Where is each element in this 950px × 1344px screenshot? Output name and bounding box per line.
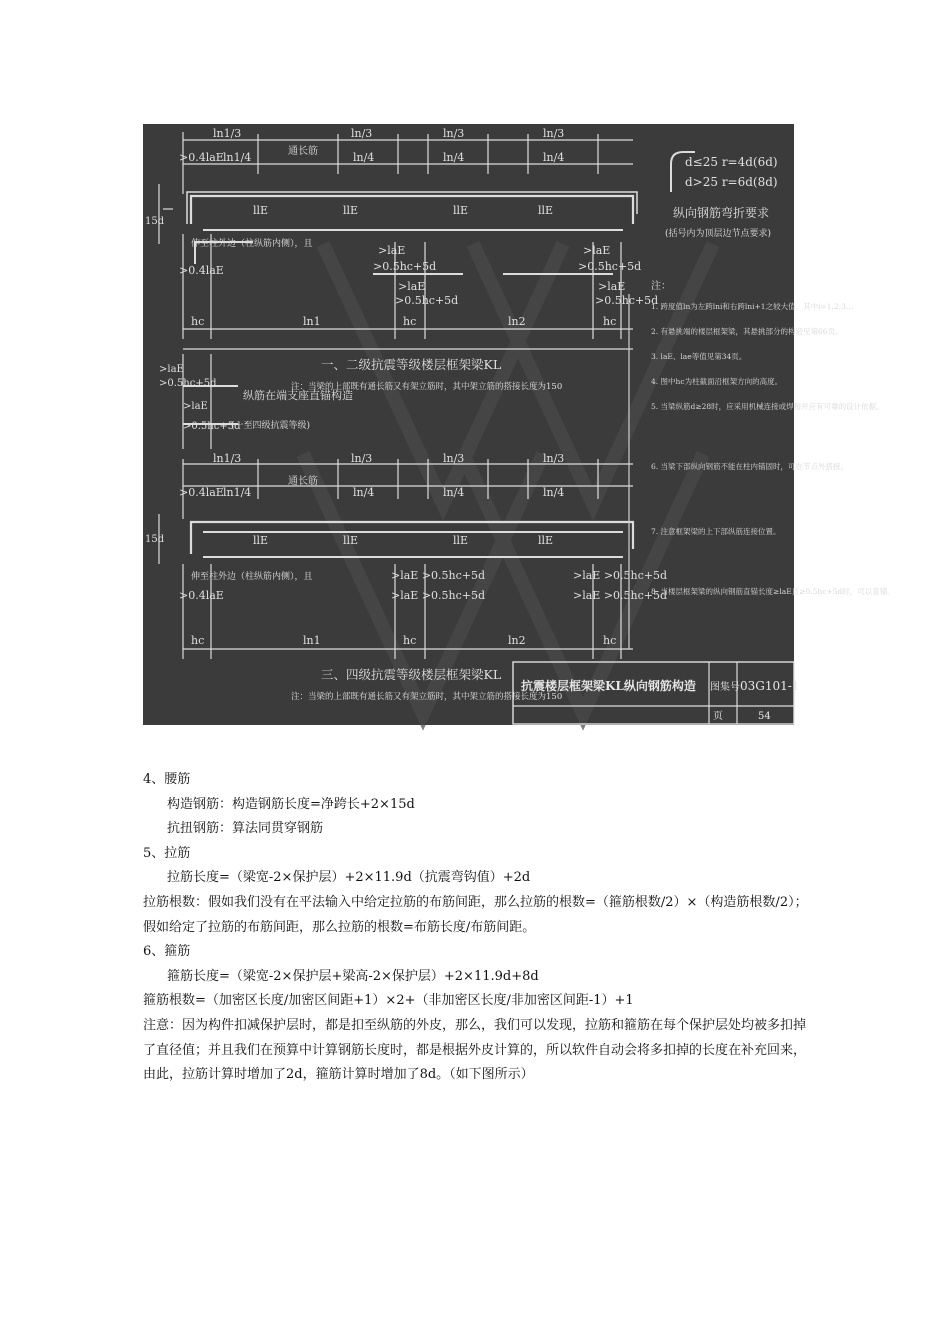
body-text <box>143 768 808 1088</box>
dim-label: >0.5hc+5d <box>578 260 642 273</box>
dim-label: ln/4 <box>543 486 565 499</box>
note-item: 2. 有悬挑端的楼层框架梁，其悬挑部分的构造见第66页。 <box>651 327 843 336</box>
note-3: 注：当梁的上部既有通长筋又有架立筋时，其中架立筋的搭接长度为150 <box>291 692 563 702</box>
caption-1: 一、二级抗震等级楼层框架梁KL <box>321 357 502 372</box>
s6-note: 注意：因为构件扣减保护层时，都是扣至纵筋的外皮，那么，我们可以发现，拉筋和箍筋在每个保护层处均被多扣掉了直径值；并且我们在预算中计算钢筋长度时，都是根据外皮计算的，所以软件自动会将多扣掉的长度在补充回来，由此，拉筋计算时增加了2d，箍筋计算时增加了8d。（如下图所示） <box>143 1017 807 1083</box>
dim-label: ln/3 <box>443 127 465 140</box>
s6-line-2: 箍筋根数=（加密区长度/加密区间距+1）×2+（非加密区长度/非加密区间距-1）+1 <box>143 993 634 1009</box>
side-label: 纵筋在端支座直锚构造 <box>243 389 353 402</box>
note-item: 5. 当梁纵筋d≥28时，应采用机械连接或焊接并应有可靠的设计依据。 <box>651 402 884 411</box>
dim-label: llE <box>453 204 469 217</box>
section-6-title: 6、箍筋 <box>143 944 191 960</box>
dim-label: >laE <box>583 244 611 257</box>
s4-line-1: 构造钢筋：构造钢筋长度=净跨长+2×15d <box>167 796 415 812</box>
dim-label: ln/4 <box>443 486 465 499</box>
dim-label: >laE <box>598 280 626 293</box>
dim-label: llE <box>538 204 554 217</box>
dim-label: >0.5hc+5d <box>373 260 437 273</box>
dim-label: ln2 <box>508 634 526 647</box>
dim-label: hc <box>603 315 617 328</box>
tongchang-label: 通长筋 <box>288 146 318 157</box>
dim-label: >laE <box>183 401 208 412</box>
dim-label: ln/4 <box>353 151 375 164</box>
s5-line-1: 拉筋长度=（梁宽-2×保护层）+2×11.9d（抗震弯钩值）+2d <box>167 870 531 886</box>
dim-label: hc <box>191 315 205 328</box>
dim-label: ln1 <box>303 634 321 647</box>
dim-label: hc <box>603 634 617 647</box>
note-1: 注：当梁的上部既有通长筋又有架立筋时，其中架立筋的搭接长度为150 <box>291 382 563 392</box>
atlas-label: 图集号 <box>710 682 740 693</box>
title-block-title: 抗震楼层框架梁KL纵向钢筋构造 <box>521 679 696 693</box>
bend-rule-1: d≤25 r=4d(6d) <box>685 155 778 169</box>
zongjin-label: 纵向钢筋弯折要求 <box>673 206 770 220</box>
section-4-title: 4、腰筋 <box>143 772 191 787</box>
note-item: 4. 图中hc为柱截面沿框架方向的高度。 <box>651 377 783 386</box>
dim-label: ln/4 <box>543 151 565 164</box>
dim-label: ln/3 <box>443 452 465 465</box>
dim-label: >0.5hc+5d <box>183 421 241 432</box>
dim-label: ln/4 <box>443 151 465 164</box>
dim-label: >0.4laE <box>179 589 224 602</box>
dim-label: 15d <box>145 216 165 227</box>
dim-label: llE <box>253 534 269 547</box>
rebar-drawing <box>143 124 895 725</box>
dim-label: >laE <box>159 364 184 375</box>
dim-label: >laE <box>378 244 406 257</box>
dim-label: hc <box>403 315 417 328</box>
rebar-detail-figure <box>143 124 895 725</box>
dim-label: >0.5hc+5d <box>395 294 459 307</box>
note-item: 3. laE、lae等值见第34页。 <box>651 352 747 361</box>
dim-label: hc <box>191 634 205 647</box>
dim-label: >0.4laE <box>179 486 224 499</box>
dim-label: llE <box>343 534 359 547</box>
dim-label: >0.4laE <box>179 151 224 164</box>
note-item: 6. 当梁下部纵向钢筋不能在柱内锚固时，可在节点外搭接。 <box>651 462 849 471</box>
dim-label: ln1 <box>303 315 321 328</box>
dim-label: >0.5hc+5d <box>159 378 217 389</box>
notes-list <box>651 301 895 597</box>
dim-label: >laE >0.5hc+5d <box>391 569 486 582</box>
dim-label: llE <box>253 204 269 217</box>
notes-title: 注： <box>651 281 671 292</box>
dim-label: >laE >0.5hc+5d <box>573 589 668 602</box>
s6-line-1: 箍筋长度=（梁宽-2×保护层+梁高-2×保护层）+2×11.9d+8d <box>167 968 539 984</box>
dim-label: >0.5hc+5d <box>595 294 659 307</box>
section-5-title: 5、拉筋 <box>143 845 191 861</box>
dim-label: 15d <box>145 534 165 545</box>
zongjin-sub: (括号内为顶层边节点要求) <box>665 229 772 239</box>
dim-label: hc <box>403 634 417 647</box>
extend-note: 伸至柱外边（柱纵筋内侧），且 <box>191 572 313 582</box>
dim-label: ln1/3 <box>213 452 242 465</box>
dim-label: >laE <box>398 280 426 293</box>
dim-label: llE <box>343 204 359 217</box>
page-no: 54 <box>758 711 771 722</box>
dim-label: >laE >0.5hc+5d <box>573 569 668 582</box>
dim-label: ln/4 <box>353 486 375 499</box>
dim-label: >0.4laE <box>179 264 224 277</box>
atlas-no: 03G101-1 <box>740 679 800 693</box>
note-item: 1. 跨度值ln为左跨lni和右跨lni+1之较大值，其中i=1,2,3… <box>651 302 854 311</box>
dim-label: ln2 <box>508 315 526 328</box>
dim-label: ln/3 <box>351 127 373 140</box>
dim-label: ln/3 <box>351 452 373 465</box>
dim-label: ln/3 <box>543 452 565 465</box>
dim-label: llE <box>453 534 469 547</box>
page-label: 页 <box>713 711 723 722</box>
s4-line-2: 抗扭钢筋：算法同贯穿钢筋 <box>167 821 324 837</box>
s5-line-2: 拉筋根数：假如我们没有在平法输入中给定拉筋的布筋间距，那么拉筋的根数=（箍筋根数/2）×（构造筋根数/2）；假如给定了拉筋的布筋间距，那么拉筋的根数=布筋长度/布筋间距。 <box>143 894 808 935</box>
dim-label: ln1/3 <box>213 127 242 140</box>
note-item: 8. 当楼层框架梁的纵向钢筋直锚长度≥laE且≥0.5hc+5d时，可以直锚。 <box>651 587 895 596</box>
extend-note: 伸至柱外边（柱纵筋内侧），且 <box>191 239 313 249</box>
note-item: 7. 注意框架梁的上下部纵筋连接位置。 <box>651 527 781 536</box>
dim-label: ln/3 <box>543 127 565 140</box>
dim-label: ln1/4 <box>223 151 252 164</box>
tongchang-label: 通长筋 <box>288 476 318 487</box>
dim-label: >laE >0.5hc+5d <box>391 589 486 602</box>
side-sub: (一至四级抗震等级) <box>231 421 311 431</box>
dim-label: llE <box>538 534 554 547</box>
caption-3: 三、四级抗震等级楼层框架梁KL <box>321 667 502 682</box>
dim-label: ln1/4 <box>223 486 252 499</box>
bend-rule-2: d>25 r=6d(8d) <box>685 175 778 189</box>
